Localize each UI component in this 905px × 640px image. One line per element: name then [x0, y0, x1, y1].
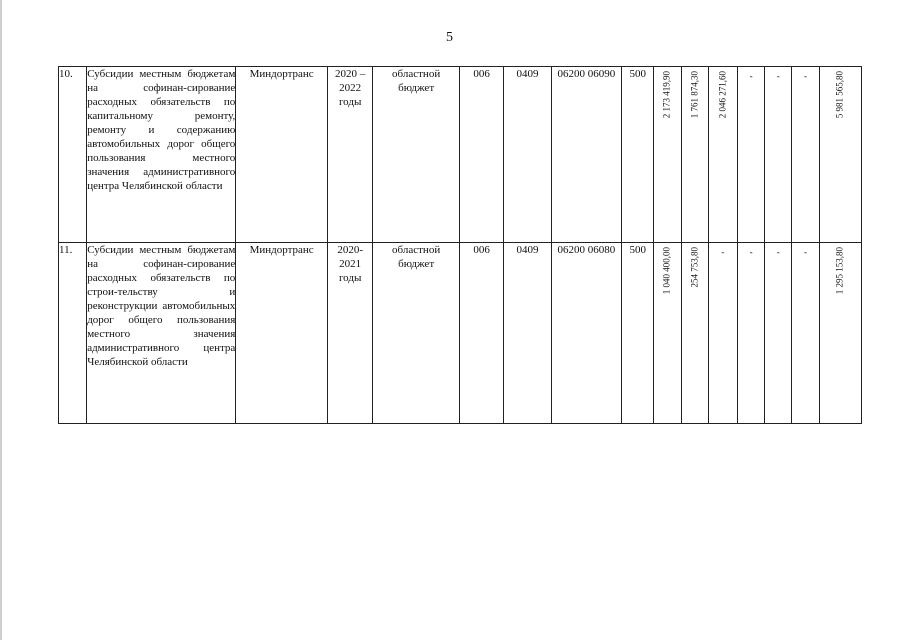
row-total [819, 67, 861, 243]
row-amount-1 [654, 243, 681, 424]
row-amount-3 [708, 67, 737, 243]
row-rzpr: 0409 [504, 243, 551, 424]
row-amount-3 [708, 243, 737, 424]
table-row [59, 243, 862, 424]
amount-value: - [749, 71, 753, 81]
page-number: 5 [446, 30, 453, 45]
row-executor: Миндортранс [236, 67, 328, 243]
row-vr: 500 [622, 243, 654, 424]
row-amount-1 [654, 67, 681, 243]
row-amount-5 [765, 67, 792, 243]
row-rzpr: 0409 [504, 67, 551, 243]
row-vr: 500 [622, 67, 654, 243]
scan-edge [0, 0, 2, 640]
amount-value: 254 753,80 [689, 247, 700, 288]
row-name: Субсидии местным бюджетам на софинан-сирование расходных обязательств по капитальному ремонту, ремонту и содержанию автомобильных дорог общего пользования местного значения административного центра Челябинской области [87, 67, 236, 243]
row-number: 10. [59, 67, 87, 243]
row-total [819, 243, 861, 424]
amount-value: 2 046 271,60 [717, 71, 728, 119]
amount-value: - [803, 71, 807, 81]
budget-table [58, 66, 862, 424]
row-amount-6 [792, 243, 819, 424]
row-amount-4 [737, 243, 764, 424]
amount-value: 1 761 874,30 [689, 71, 700, 119]
row-years: 2020 – 2022 годы [327, 67, 372, 243]
row-source: областной бюджет [373, 243, 460, 424]
row-csr: 06200 06080 [551, 243, 622, 424]
row-amount-2 [681, 243, 708, 424]
row-csr: 06200 06090 [551, 67, 622, 243]
amount-value: - [721, 247, 725, 257]
row-name: Субсидии местным бюджетам на софинан-сирование расходных обязательств по строи-тельству и реконструкции автомобильных дорог общего пользования местного значения административного центра Челябинской области [87, 243, 236, 424]
row-amount-5 [765, 243, 792, 424]
row-source: областной бюджет [373, 67, 460, 243]
amount-value: - [776, 247, 780, 257]
amount-value: - [803, 247, 807, 257]
total-value: 5 981 565,80 [834, 71, 845, 119]
amount-value: - [776, 71, 780, 81]
row-amount-4 [737, 67, 764, 243]
row-number: 11. [59, 243, 87, 424]
row-executor: Миндортранс [236, 243, 328, 424]
row-years: 2020-2021 годы [327, 243, 372, 424]
amount-value: - [749, 247, 753, 257]
amount-value: 1 040 400,00 [661, 247, 672, 295]
row-grbs: 006 [459, 243, 503, 424]
row-grbs: 006 [459, 67, 503, 243]
table-row [59, 67, 862, 243]
row-amount-2 [681, 67, 708, 243]
row-amount-6 [792, 67, 819, 243]
amount-value: 2 173 419,90 [661, 71, 672, 119]
total-value: 1 295 153,80 [834, 247, 845, 295]
